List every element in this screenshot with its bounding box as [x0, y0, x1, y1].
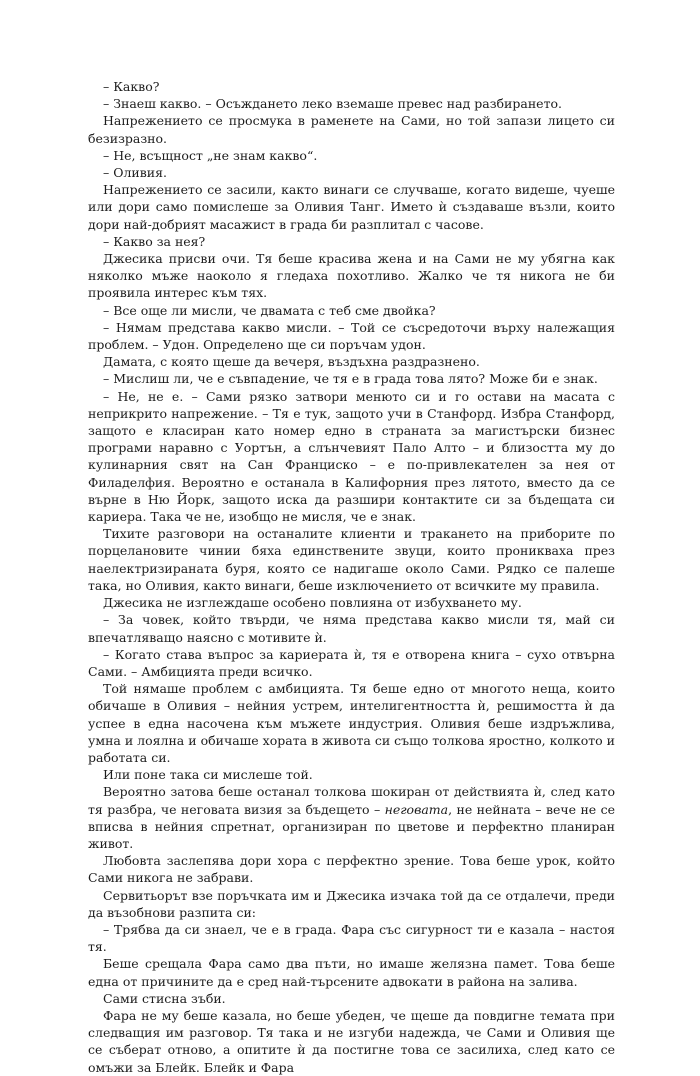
paragraph: Тихите разговори на останалите клиенти и тракането на приборите по порцелановите чинии бяха единствените звуци, които проникваха през наелектризираната буря, която се надигаше около Сами. Рядко се палеше така, но Оливия, както винаги, беше изключението от всичките му правила. [88, 526, 615, 593]
paragraph: Фара не му беше казала, но беше убеден, че щеше да повдигне темата при следващия им разговор. Тя така и не изгуби надежда, че Сами и Оливия ще се съберат отново, а опитите ѝ да постигне това се засилиха, след като се омъжи за Блейк. Блейк и Фара [88, 1007, 615, 1075]
paragraph: – Знаеш какво. – Осъждането леко вземаше превес над разбирането. [103, 96, 562, 112]
paragraph: Напрежението се просмука в раменете на Сами, но той запази лицето си безизразно. [88, 113, 615, 146]
paragraph: – Какво за нея? [103, 233, 206, 249]
paragraph: Или поне така си мислеше той. [103, 767, 313, 783]
paragraph: Той нямаше проблем с амбицията. Тя беше едно от многото неща, които обичаше в Оливия – нейния устрем, интелигентността ѝ, решимостта ѝ да успее в една насочена към мъжете индустрия. Оливия беше издръжлива, умна и лоялна и обичаше хората в живота си също толкова яростно, колкото и работата си. [88, 681, 615, 765]
paragraph: Любовта заслепява дори хора с перфектно зрение. Това беше урок, който Сами никога не забрави. [88, 853, 615, 886]
emphasis-text: неговата [384, 801, 449, 817]
paragraph: – Не, не е. – Сами рязко затвори менюто си и го остави на масата с неприкрито напрежение. – Тя е тук, защото учи в Станфорд. Избра Станфорд, защото е класиран като номер едно в страната за магистърски бизнес програми наравно с Уортън, а слънчевият Пало Алто – и близостта му до кулинарния свят на Сан Франциско – е по-привлекателен за нея от Филаделфия. Вероятно е останала в Калифорния през лятото, вместо да се върне в Ню Йорк, защото иска да разшири контактите си за бъдещата си кариера. Така че не, изобщо не мисля, че е знак. [88, 388, 615, 525]
paragraph: – Не, всъщност „не знам какво“. [103, 147, 318, 163]
paragraph: Джесика присви очи. Тя беше красива жена и на Сами не му убягна как няколко мъже наоколо я гледаха похотливо. Жалко че тя никога не би проявила интерес към тях. [88, 251, 615, 301]
paragraph: Сервитьорът взе поръчката им и Джесика изчака той да се отдалечи, преди да възобнови разпита си: [88, 887, 615, 920]
paragraph: – Все още ли мисли, че двамата с теб сме двойка? [103, 302, 436, 318]
paragraph: – Трябва да си знаел, че е в града. Фара със сигурност ти е казала – настоя тя. [88, 921, 615, 955]
paragraph: – Мислиш ли, че е съвпадение, че тя е в града това лято? Може би е знак. [103, 371, 598, 387]
paragraph-text: Вероятно затова беше останал толкова шокиран от действията ѝ, след като тя разбра, че неговата визия за бъдещето – [88, 784, 615, 817]
paragraph: – Когато става въпрос за кариерата ѝ, тя е отворена книга – сухо отвърна Сами. – Амбицията преди всичко. [88, 646, 615, 679]
paragraph: Напрежението се засили, както винаги се случваше, когато видеше, чуеше или дори само помислеше за Оливия Танг. Името ѝ създаваше възли, които дори най-добрият масажист в града би разплитал с часове. [88, 182, 615, 232]
paragraph-text: , не нейната – вече не се вписва в нейния спретнат, организиран по цветове и перфектно планиран живот. [88, 801, 615, 851]
page-text [88, 78, 615, 1076]
paragraph: Джесика не изглеждаше особено повлияна от избухването му. [103, 595, 522, 611]
paragraph [88, 783, 615, 852]
paragraph: – Какво? [103, 79, 160, 94]
paragraph: – Нямам представа какво мисли. – Той се съсредоточи върху належащия проблем. – Удон. Определено ще си поръчам удон. [88, 319, 615, 353]
paragraph: Беше срещала Фара само два пъти, но имаше желязна памет. Това беше една от причините да е сред най-търсените адвокати в района на залива. [88, 956, 615, 989]
paragraph: – Оливия. [103, 165, 167, 181]
paragraph: – За човек, който твърди, че няма представа какво мисли тя, май си впечатляващо наясно с мотивите ѝ. [88, 612, 615, 645]
paragraph: Дамата, с която щеше да вечеря, въздъхна раздразнено. [103, 354, 480, 370]
paragraph: Сами стисна зъби. [103, 990, 226, 1006]
